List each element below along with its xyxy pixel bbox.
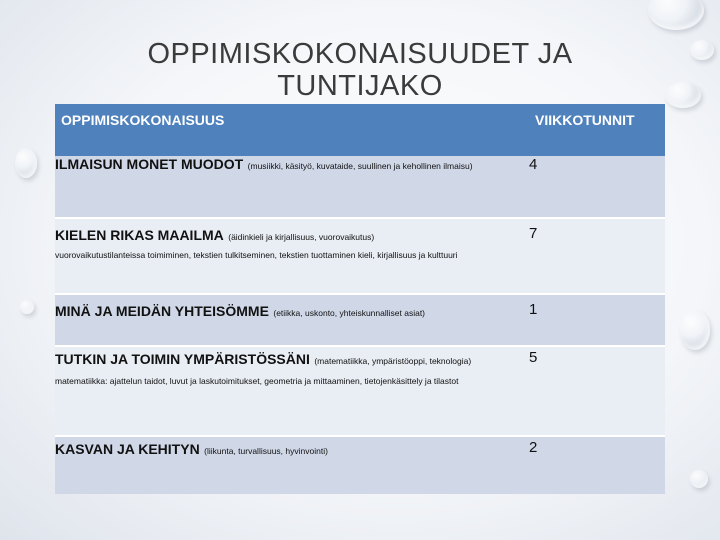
table-header-row: [55, 104, 665, 156]
subject-paren: (äidinkieli ja kirjallisuus, vuorovaikutus): [228, 232, 375, 242]
hours-cell: [529, 294, 665, 346]
table-row: [55, 156, 665, 218]
hours-cell: [529, 346, 665, 436]
hours-value: 7: [529, 225, 538, 242]
subject-cell: [55, 294, 529, 346]
water-drop-decoration: [648, 0, 704, 30]
subject-paren: (etiikka, uskonto, yhteiskunnalliset asiat): [273, 308, 426, 318]
subject-name: KIELEN RIKAS MAAILMA: [55, 227, 224, 243]
curriculum-table: [55, 104, 665, 494]
hours-value: 1: [529, 301, 538, 318]
water-drop-decoration: [20, 300, 34, 314]
header-weekly-hours-label: VIIKKOTUNNIT: [535, 112, 635, 128]
slide-title-line-1: OPPIMISKOKONAISUUDET JA: [147, 38, 573, 70]
subject-paren: (liikunta, turvallisuus, hyvinvointi): [204, 446, 328, 456]
water-drop-decoration: [690, 40, 714, 60]
subject-paren: (matematiikka, ympäristöoppi, teknologia): [314, 356, 472, 366]
water-drop-decoration: [15, 148, 37, 178]
subject-name: KASVAN JA KEHITYN: [55, 441, 200, 457]
header-weekly-hours: [529, 104, 665, 156]
water-drop-decoration: [665, 82, 701, 108]
subject-name: TUTKIN JA TOIMIN YMPÄRISTÖSSÄNI: [55, 351, 310, 367]
subject-cell: [55, 218, 529, 294]
hours-cell: 4: [529, 156, 538, 173]
table-row: [55, 294, 665, 346]
hours-cell: [529, 218, 665, 294]
table-row: [55, 436, 665, 494]
hours-cell: [529, 436, 665, 494]
subject-name: MINÄ JA MEIDÄN YHTEISÖMME: [55, 303, 269, 319]
header-subject-area: OPPIMISKOKONAISUUS: [61, 112, 225, 128]
subject-paren: (musiikki, käsityö, kuvataide, suullinen ja kehollinen ilmaisu): [247, 161, 473, 171]
subject-cell: [55, 346, 529, 436]
hours-value: 5: [529, 349, 538, 366]
table-row: [55, 346, 665, 436]
slide-title-line-2: TUNTIJAKO: [277, 70, 443, 102]
subject-name: ILMAISUN MONET MUODOT: [55, 156, 244, 172]
subject-cell: [55, 156, 529, 218]
table-row: [55, 218, 665, 294]
water-drop-decoration: [680, 310, 710, 350]
subject-detail: matematiikka: ajattelun taidot, luvut ja laskutoimitukset, geometria ja mittaaminen, tietojenkäsittely ja tilastot: [55, 376, 459, 386]
hours-value: 2: [529, 439, 538, 456]
subject-cell: [55, 436, 529, 494]
slide-title: [80, 38, 640, 102]
water-drop-decoration: [690, 470, 708, 488]
subject-detail: vuorovaikutustilanteissa toimiminen, tekstien tulkitseminen, tekstien tuottaminen kieli, kirjallisuus ja kulttuuri: [55, 250, 458, 260]
